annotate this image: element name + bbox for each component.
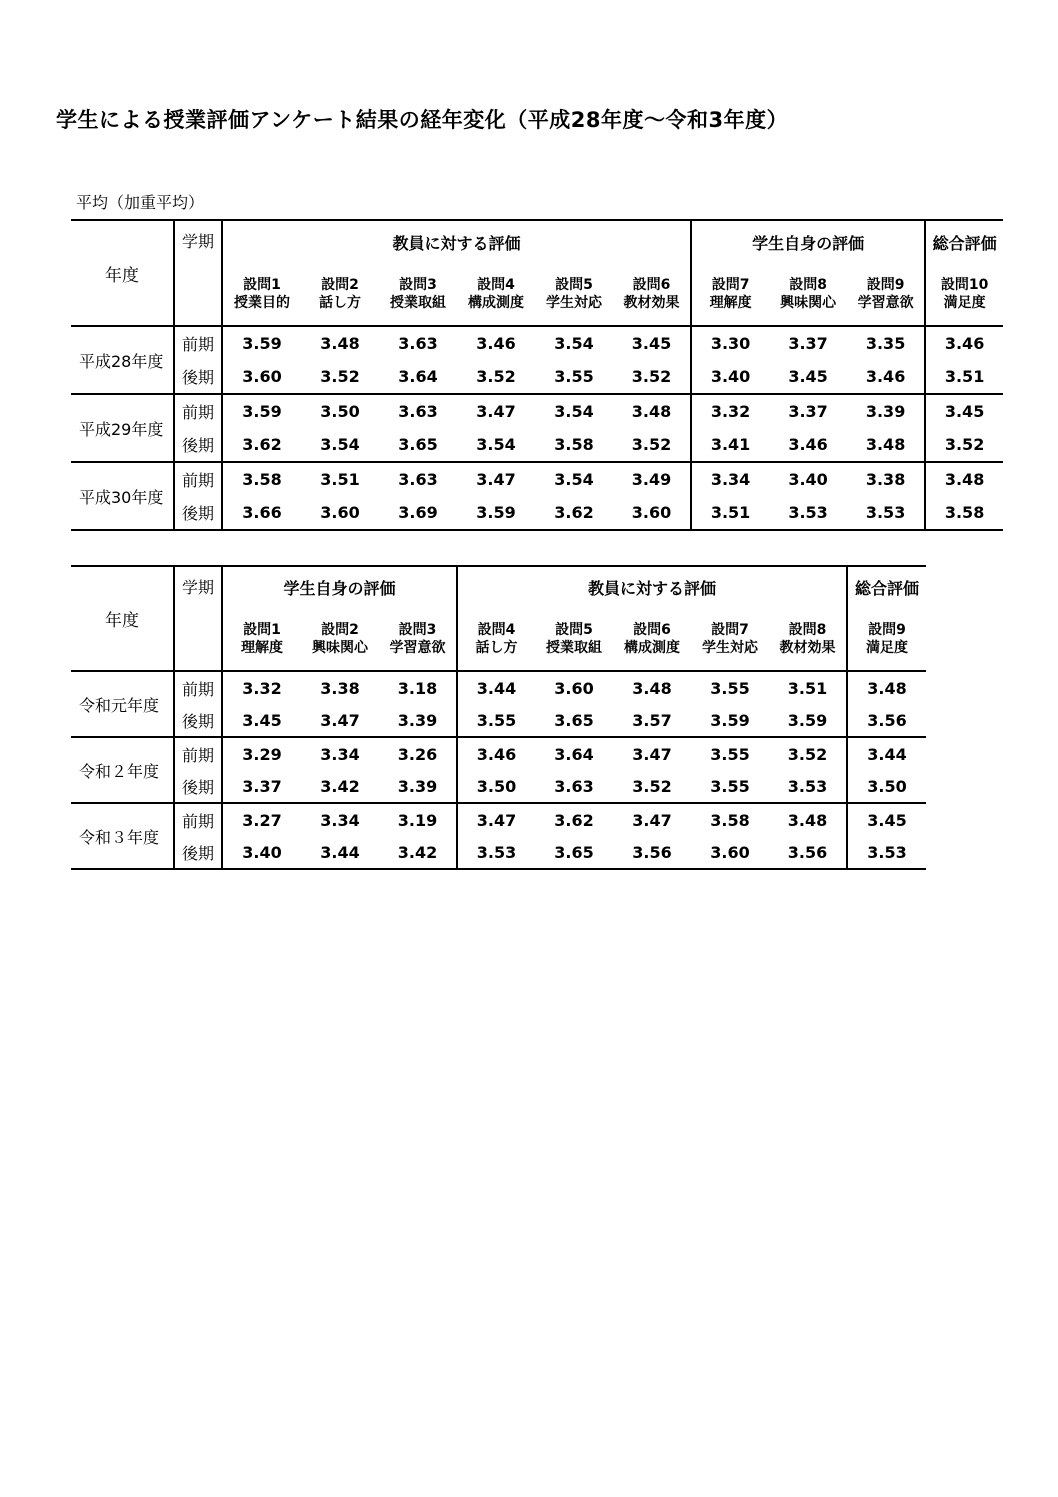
score-cell: 3.34 [320, 744, 360, 764]
question-number: 設問9 [868, 621, 906, 638]
group-header-teacher-eval: 教員に対する評価 [457, 566, 847, 607]
score-cell: 3.63 [398, 402, 438, 421]
score-cell: 3.56 [769, 836, 847, 869]
question-header-10 [925, 263, 1003, 326]
question-header-4 [457, 263, 535, 326]
question-label: 教材効果 [779, 639, 836, 656]
score-cell: 3.60 [554, 678, 594, 698]
score-cell: 3.47 [320, 710, 360, 730]
score-cell: 3.62 [222, 428, 301, 462]
question-number: 設問5 [555, 621, 593, 638]
table-row [71, 496, 1003, 530]
question-header-8 [769, 263, 847, 326]
question-header-9 [847, 607, 926, 671]
score-cell: 3.64 [398, 367, 438, 386]
score-cell: 3.39 [397, 710, 438, 730]
score-cell: 3.45 [222, 704, 301, 737]
table-row [71, 394, 1003, 428]
score-cell: 3.47 [632, 810, 672, 830]
score-cell: 3.34 [320, 810, 360, 830]
score-cell: 3.66 [222, 496, 301, 530]
score-cell: 3.35 [865, 334, 906, 353]
score-cell: 3.48 [787, 810, 828, 830]
evaluation-table-heisei [71, 219, 1003, 531]
score-cell: 3.52 [631, 367, 672, 386]
score-cell: 3.32 [222, 671, 301, 704]
score-cell: 3.38 [320, 678, 360, 698]
score-cell: 3.50 [847, 770, 926, 803]
semester-label: 後期 [174, 836, 222, 869]
score-cell: 3.60 [613, 496, 691, 530]
score-cell: 3.26 [397, 744, 438, 764]
year-label: 令和３年度 [71, 803, 174, 869]
score-cell: 3.53 [457, 836, 535, 869]
score-cell: 3.44 [301, 836, 379, 869]
semester-label: 前期 [174, 462, 222, 496]
header-semester: 学期 [174, 220, 222, 326]
question-number: 設問7 [711, 621, 749, 638]
score-cell: 3.58 [925, 496, 1003, 530]
score-cell: 3.46 [925, 326, 1003, 360]
score-cell: 3.52 [631, 435, 672, 454]
score-cell: 3.56 [613, 836, 691, 869]
score-cell: 3.46 [476, 334, 516, 353]
score-cell: 3.50 [457, 770, 535, 803]
score-cell: 3.65 [554, 710, 594, 730]
score-cell: 3.44 [847, 737, 926, 770]
table-row [71, 462, 1003, 496]
score-cell: 3.60 [301, 496, 379, 530]
score-cell: 3.44 [457, 671, 535, 704]
question-label: 学生対応 [546, 295, 602, 311]
semester-label: 後期 [174, 496, 222, 530]
question-label: 興味関心 [780, 295, 837, 311]
semester-label: 前期 [174, 326, 222, 360]
score-cell: 3.46 [788, 435, 828, 454]
score-cell: 3.30 [691, 326, 769, 360]
score-cell: 3.54 [554, 402, 594, 421]
question-number: 設問4 [477, 277, 515, 293]
score-cell: 3.37 [222, 770, 301, 803]
question-header-5 [535, 263, 613, 326]
score-cell: 3.47 [476, 402, 516, 421]
score-cell: 3.39 [865, 402, 906, 421]
score-cell: 3.48 [320, 334, 360, 353]
score-cell: 3.34 [691, 462, 769, 496]
group-header-overall-eval: 総合評価 [847, 566, 926, 607]
question-label: 満足度 [943, 295, 986, 311]
table-row [71, 326, 1003, 360]
question-number: 設問9 [866, 277, 905, 293]
score-cell: 3.29 [222, 737, 301, 770]
question-number: 設問8 [788, 621, 827, 638]
score-cell: 3.49 [631, 470, 672, 489]
score-cell: 3.50 [320, 402, 360, 421]
question-header-2 [301, 607, 379, 671]
table-row [71, 704, 926, 737]
score-cell: 3.45 [788, 367, 828, 386]
question-label: 構成測度 [468, 295, 524, 311]
question-header-3 [379, 263, 457, 326]
question-label: 教材効果 [623, 295, 680, 311]
year-label: 平成29年度 [79, 419, 164, 439]
score-cell: 3.62 [554, 810, 594, 830]
header-semester: 学期 [174, 566, 222, 671]
score-cell: 3.47 [476, 470, 516, 489]
score-cell: 3.52 [476, 367, 516, 386]
score-cell: 3.52 [787, 744, 828, 764]
semester-label: 前期 [174, 394, 222, 428]
score-cell: 3.47 [632, 744, 672, 764]
question-header-3 [379, 607, 457, 671]
table-row [71, 770, 926, 803]
score-cell: 3.53 [847, 496, 925, 530]
score-cell: 3.51 [320, 470, 360, 489]
question-header-8 [769, 607, 847, 671]
question-number: 設問4 [477, 621, 516, 638]
question-number: 設問1 [243, 621, 281, 638]
question-number: 設問8 [789, 277, 827, 293]
score-cell: 3.32 [691, 394, 769, 428]
question-label: 授業目的 [234, 295, 290, 311]
score-cell: 3.60 [691, 836, 769, 869]
question-header-2 [301, 263, 379, 326]
score-cell: 3.52 [320, 367, 360, 386]
header-year: 年度 [105, 611, 139, 631]
question-header-7 [691, 263, 769, 326]
score-cell: 3.59 [222, 394, 301, 428]
question-number: 設問2 [321, 621, 359, 638]
score-cell: 3.52 [632, 776, 672, 796]
question-label: 授業取組 [390, 295, 446, 311]
table-row [71, 737, 926, 770]
question-header-6 [613, 607, 691, 671]
semester-label: 後期 [174, 704, 222, 737]
score-cell: 3.47 [457, 803, 535, 836]
question-label: 満足度 [866, 639, 909, 656]
semester-label: 後期 [174, 770, 222, 803]
score-cell: 3.46 [865, 367, 906, 386]
score-cell: 3.38 [865, 470, 906, 489]
question-number: 設問10 [940, 277, 989, 293]
score-cell: 3.59 [787, 710, 828, 730]
semester-label: 前期 [174, 737, 222, 770]
question-label: 話し方 [475, 639, 518, 656]
score-cell: 3.40 [691, 360, 769, 394]
score-cell: 3.42 [320, 776, 360, 796]
question-header-4 [457, 607, 535, 671]
score-cell: 3.48 [631, 402, 672, 421]
question-number: 設問2 [321, 277, 359, 293]
question-header-1 [222, 263, 301, 326]
question-number: 設問3 [399, 277, 437, 293]
question-label: 構成測度 [624, 639, 681, 656]
question-header-1 [222, 607, 301, 671]
evaluation-table-reiwa [71, 565, 926, 870]
score-cell: 3.45 [925, 394, 1003, 428]
score-cell: 3.69 [379, 496, 457, 530]
score-cell: 3.55 [710, 678, 750, 698]
score-cell: 3.54 [320, 435, 360, 454]
question-header-7 [691, 607, 769, 671]
score-cell: 3.39 [397, 776, 438, 796]
score-cell: 3.56 [847, 704, 926, 737]
score-cell: 3.54 [554, 334, 594, 353]
question-number: 設問7 [711, 277, 750, 293]
score-cell: 3.40 [788, 470, 828, 489]
score-cell: 3.60 [222, 360, 301, 394]
score-cell: 3.63 [554, 776, 594, 796]
score-cell: 3.37 [788, 334, 828, 353]
score-cell: 3.57 [632, 710, 672, 730]
score-cell: 3.53 [769, 496, 847, 530]
score-cell: 3.45 [631, 334, 672, 353]
score-cell: 3.58 [710, 810, 750, 830]
table-row [71, 428, 1003, 462]
question-label: 学習意欲 [857, 295, 914, 311]
question-label: 理解度 [241, 639, 283, 656]
question-label: 授業取組 [546, 639, 603, 656]
score-cell: 3.18 [397, 678, 438, 698]
question-number: 設問1 [243, 277, 281, 293]
year-label: 平成30年度 [71, 462, 174, 530]
score-cell: 3.65 [398, 435, 438, 454]
year-label: 平成28年度 [79, 351, 164, 371]
score-cell: 3.53 [847, 836, 926, 869]
group-header-self-eval: 学生自身の評価 [222, 566, 457, 607]
score-cell: 3.59 [222, 326, 301, 360]
score-cell: 3.48 [847, 671, 926, 704]
score-cell: 3.53 [787, 776, 828, 796]
score-cell: 3.41 [691, 428, 769, 462]
score-cell: 3.27 [222, 803, 301, 836]
table-caption: 平均（加重平均） [76, 193, 205, 212]
score-cell: 3.54 [476, 435, 516, 454]
score-cell: 3.52 [925, 428, 1003, 462]
group-header-self-eval: 学生自身の評価 [691, 220, 925, 263]
table-row [71, 671, 926, 704]
score-cell: 3.64 [554, 744, 594, 764]
question-label: 興味関心 [312, 639, 368, 656]
score-cell: 3.63 [398, 334, 438, 353]
score-cell: 3.55 [457, 704, 535, 737]
question-number: 設問5 [555, 277, 593, 293]
score-cell: 3.59 [457, 496, 535, 530]
score-cell: 3.59 [710, 710, 750, 730]
year-label: 令和元年度 [79, 695, 160, 715]
score-cell: 3.58 [222, 462, 301, 496]
score-cell: 3.46 [457, 737, 535, 770]
score-cell: 3.42 [379, 836, 457, 869]
score-cell: 3.48 [632, 678, 672, 698]
semester-label: 前期 [174, 803, 222, 836]
question-label: 理解度 [709, 295, 752, 311]
semester-label: 後期 [174, 428, 222, 462]
score-cell: 3.51 [925, 360, 1003, 394]
page-title: 学生による授業評価アンケート結果の経年変化（平成28年度～令和3年度） [56, 108, 789, 132]
score-cell: 3.48 [865, 435, 906, 454]
score-cell: 3.65 [535, 836, 613, 869]
question-number: 設問6 [632, 277, 671, 293]
table-row [71, 836, 926, 869]
group-header-teacher-eval: 教員に対する評価 [222, 220, 691, 263]
score-cell: 3.54 [554, 470, 594, 489]
question-header-6 [613, 263, 691, 326]
table-row [71, 803, 926, 836]
score-cell: 3.45 [847, 803, 926, 836]
semester-label: 前期 [174, 671, 222, 704]
question-label: 学習意欲 [389, 639, 446, 656]
score-cell: 3.55 [554, 367, 594, 386]
score-cell: 3.19 [397, 810, 438, 830]
year-label: 令和２年度 [79, 761, 160, 781]
score-cell: 3.55 [710, 744, 750, 764]
header-year: 年度 [105, 265, 139, 286]
question-number: 設問3 [398, 621, 437, 638]
table-row [71, 360, 1003, 394]
score-cell: 3.37 [788, 402, 828, 421]
score-cell: 3.51 [691, 496, 769, 530]
score-cell: 3.58 [554, 435, 594, 454]
question-header-5 [535, 607, 613, 671]
score-cell: 3.51 [787, 678, 828, 698]
question-number: 設問6 [633, 621, 671, 638]
question-header-9 [847, 263, 925, 326]
group-header-overall-eval: 総合評価 [925, 220, 1003, 263]
question-label: 話し方 [319, 295, 361, 311]
score-cell: 3.62 [535, 496, 613, 530]
score-cell: 3.48 [925, 462, 1003, 496]
question-label: 学生対応 [702, 639, 759, 656]
score-cell: 3.55 [710, 776, 750, 796]
score-cell: 3.63 [398, 470, 438, 489]
semester-label: 後期 [174, 360, 222, 394]
score-cell: 3.40 [222, 836, 301, 869]
